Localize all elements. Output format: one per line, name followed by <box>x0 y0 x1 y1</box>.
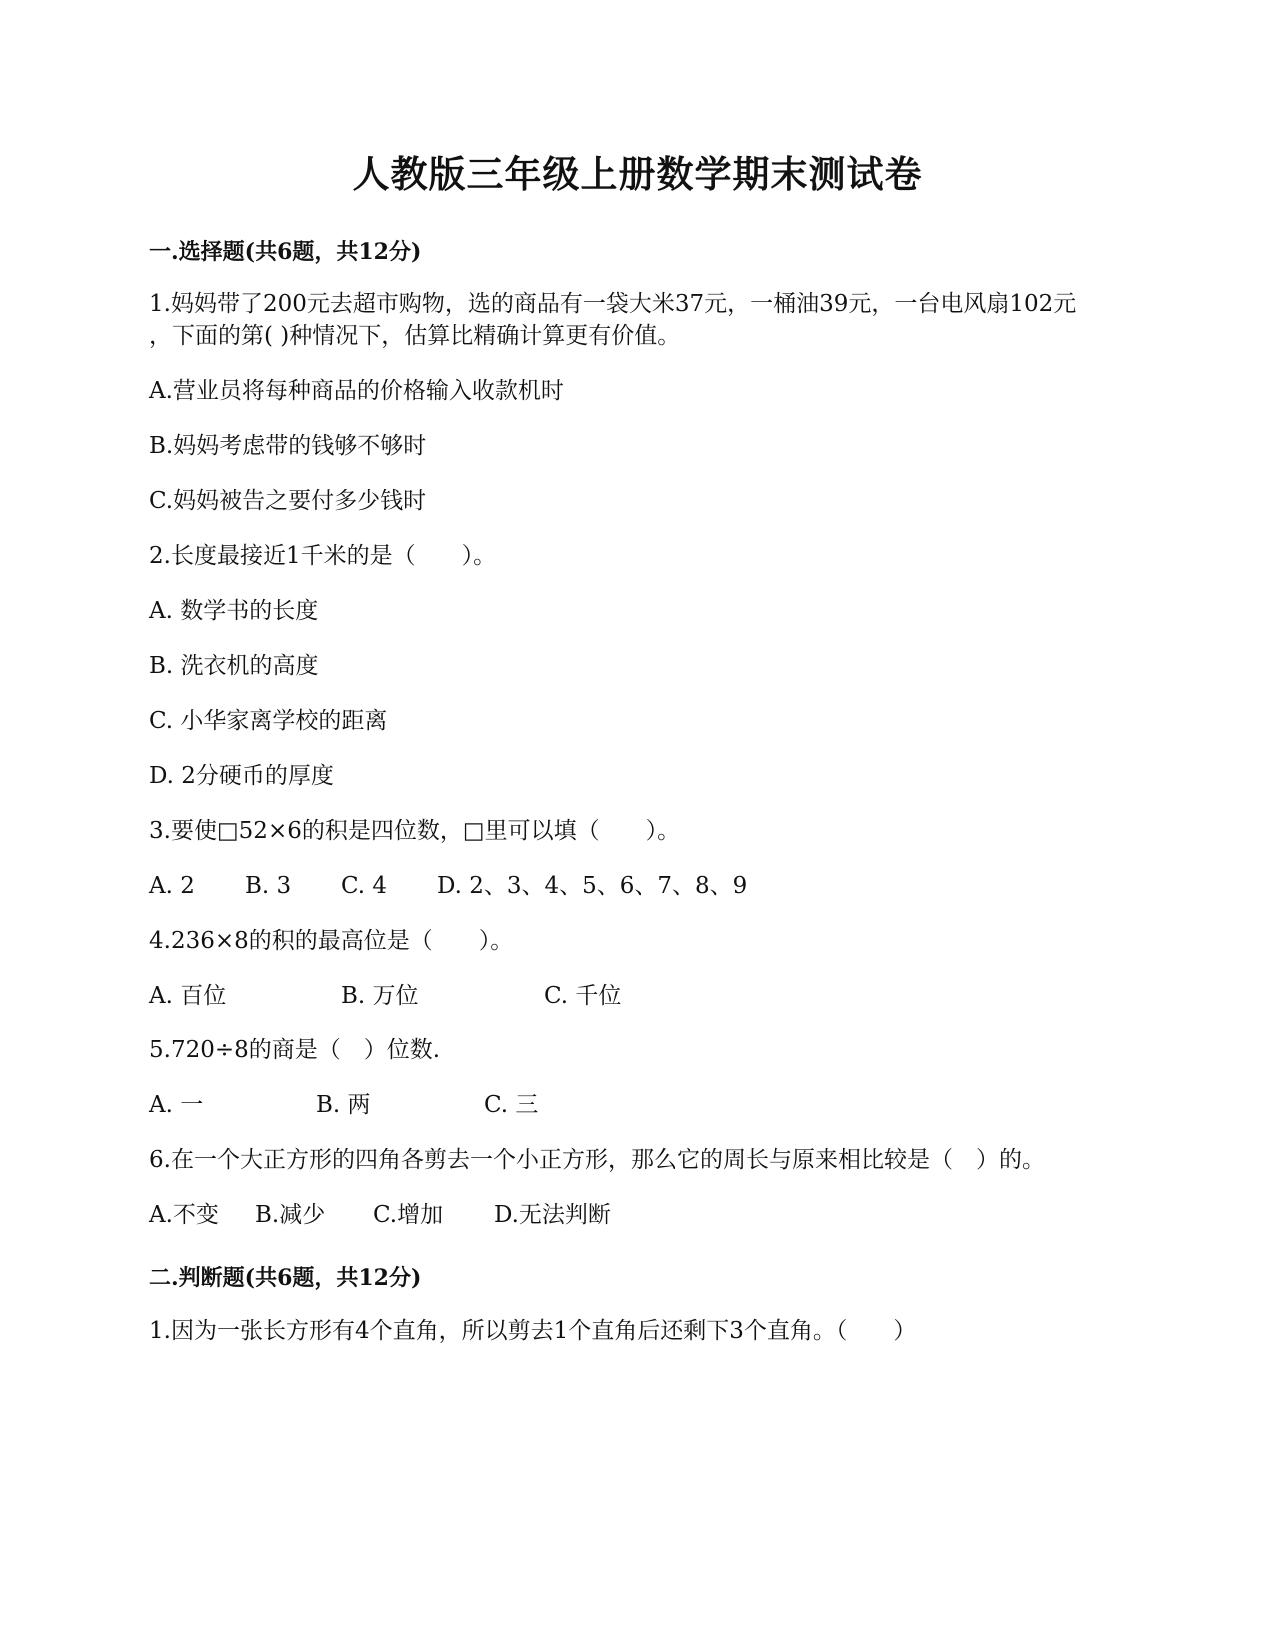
question-5-option-a: A. 一 <box>149 1092 204 1118</box>
question-3-option-b: B. 3 <box>245 873 292 899</box>
question-6-option-c: C.增加 <box>373 1202 444 1228</box>
question-3-option-d: D. 2、3、4、5、6、7、8、9 <box>437 873 748 899</box>
question-3-option-c: C. 4 <box>341 873 388 899</box>
question-2-option-c: C. 小华家离学校的距离 <box>149 708 388 734</box>
section-heading-judgement: 二.判断题(共6题，共12分) <box>149 1265 422 1291</box>
question-5-option-c: C. 三 <box>484 1092 539 1118</box>
question-2-option-b: B. 洗衣机的高度 <box>149 653 319 679</box>
question-2-option-a: A. 数学书的长度 <box>149 598 319 624</box>
question-6-text: 6.在一个大正方形的四角各剪去一个小正方形，那么它的周长与原来相比较是（ ）的。 <box>149 1147 1045 1173</box>
question-1-option-c: C.妈妈被告之要付多少钱时 <box>149 488 427 514</box>
question-3-text: 3.要使□52×6的积是四位数，□里可以填（ ）。 <box>149 818 681 844</box>
question-1-option-a: A.营业员将每种商品的价格输入收款机时 <box>149 378 564 404</box>
question-4-options-row <box>149 980 949 1012</box>
question-6-options-row <box>149 1199 949 1231</box>
question-4-option-a: A. 百位 <box>149 983 227 1009</box>
question-1-option-b: B.妈妈考虑带的钱够不够时 <box>149 433 427 459</box>
question-5-options-row <box>149 1089 949 1121</box>
question-2-option-d: D. 2分硬币的厚度 <box>149 763 334 789</box>
section-heading-choice: 一.选择题(共6题，共12分) <box>149 239 422 265</box>
question-2-text: 2.长度最接近1千米的是（ ）。 <box>149 543 497 569</box>
question-1-text-line-2: ，下面的第( )种情况下，估算比精确计算更有价值。 <box>149 323 681 349</box>
question-5-option-b: B. 两 <box>316 1092 371 1118</box>
exam-title: 人教版三年级上册数学期末测试卷 <box>352 152 923 196</box>
question-3-options-row <box>149 870 949 902</box>
question-1-text-line-1: 1.妈妈带了200元去超市购物，选的商品有一袋大米37元，一桶油39元，一台电风扇102元 <box>149 291 1077 317</box>
question-4-text: 4.236×8的积的最高位是（ ）。 <box>149 928 514 954</box>
question-6-option-a: A.不变 <box>149 1202 219 1228</box>
question-6-option-b: B.减少 <box>255 1202 326 1228</box>
question-3-option-a: A. 2 <box>149 873 195 899</box>
question-4-option-c: C. 千位 <box>544 983 622 1009</box>
judgement-question-1-text: 1.因为一张长方形有4个直角，所以剪去1个直角后还剩下3个直角。（ ） <box>149 1318 917 1344</box>
question-4-option-b: B. 万位 <box>341 983 419 1009</box>
question-5-text: 5.720÷8的商是（ ）位数. <box>149 1037 441 1063</box>
question-6-option-d: D.无法判断 <box>494 1202 611 1228</box>
